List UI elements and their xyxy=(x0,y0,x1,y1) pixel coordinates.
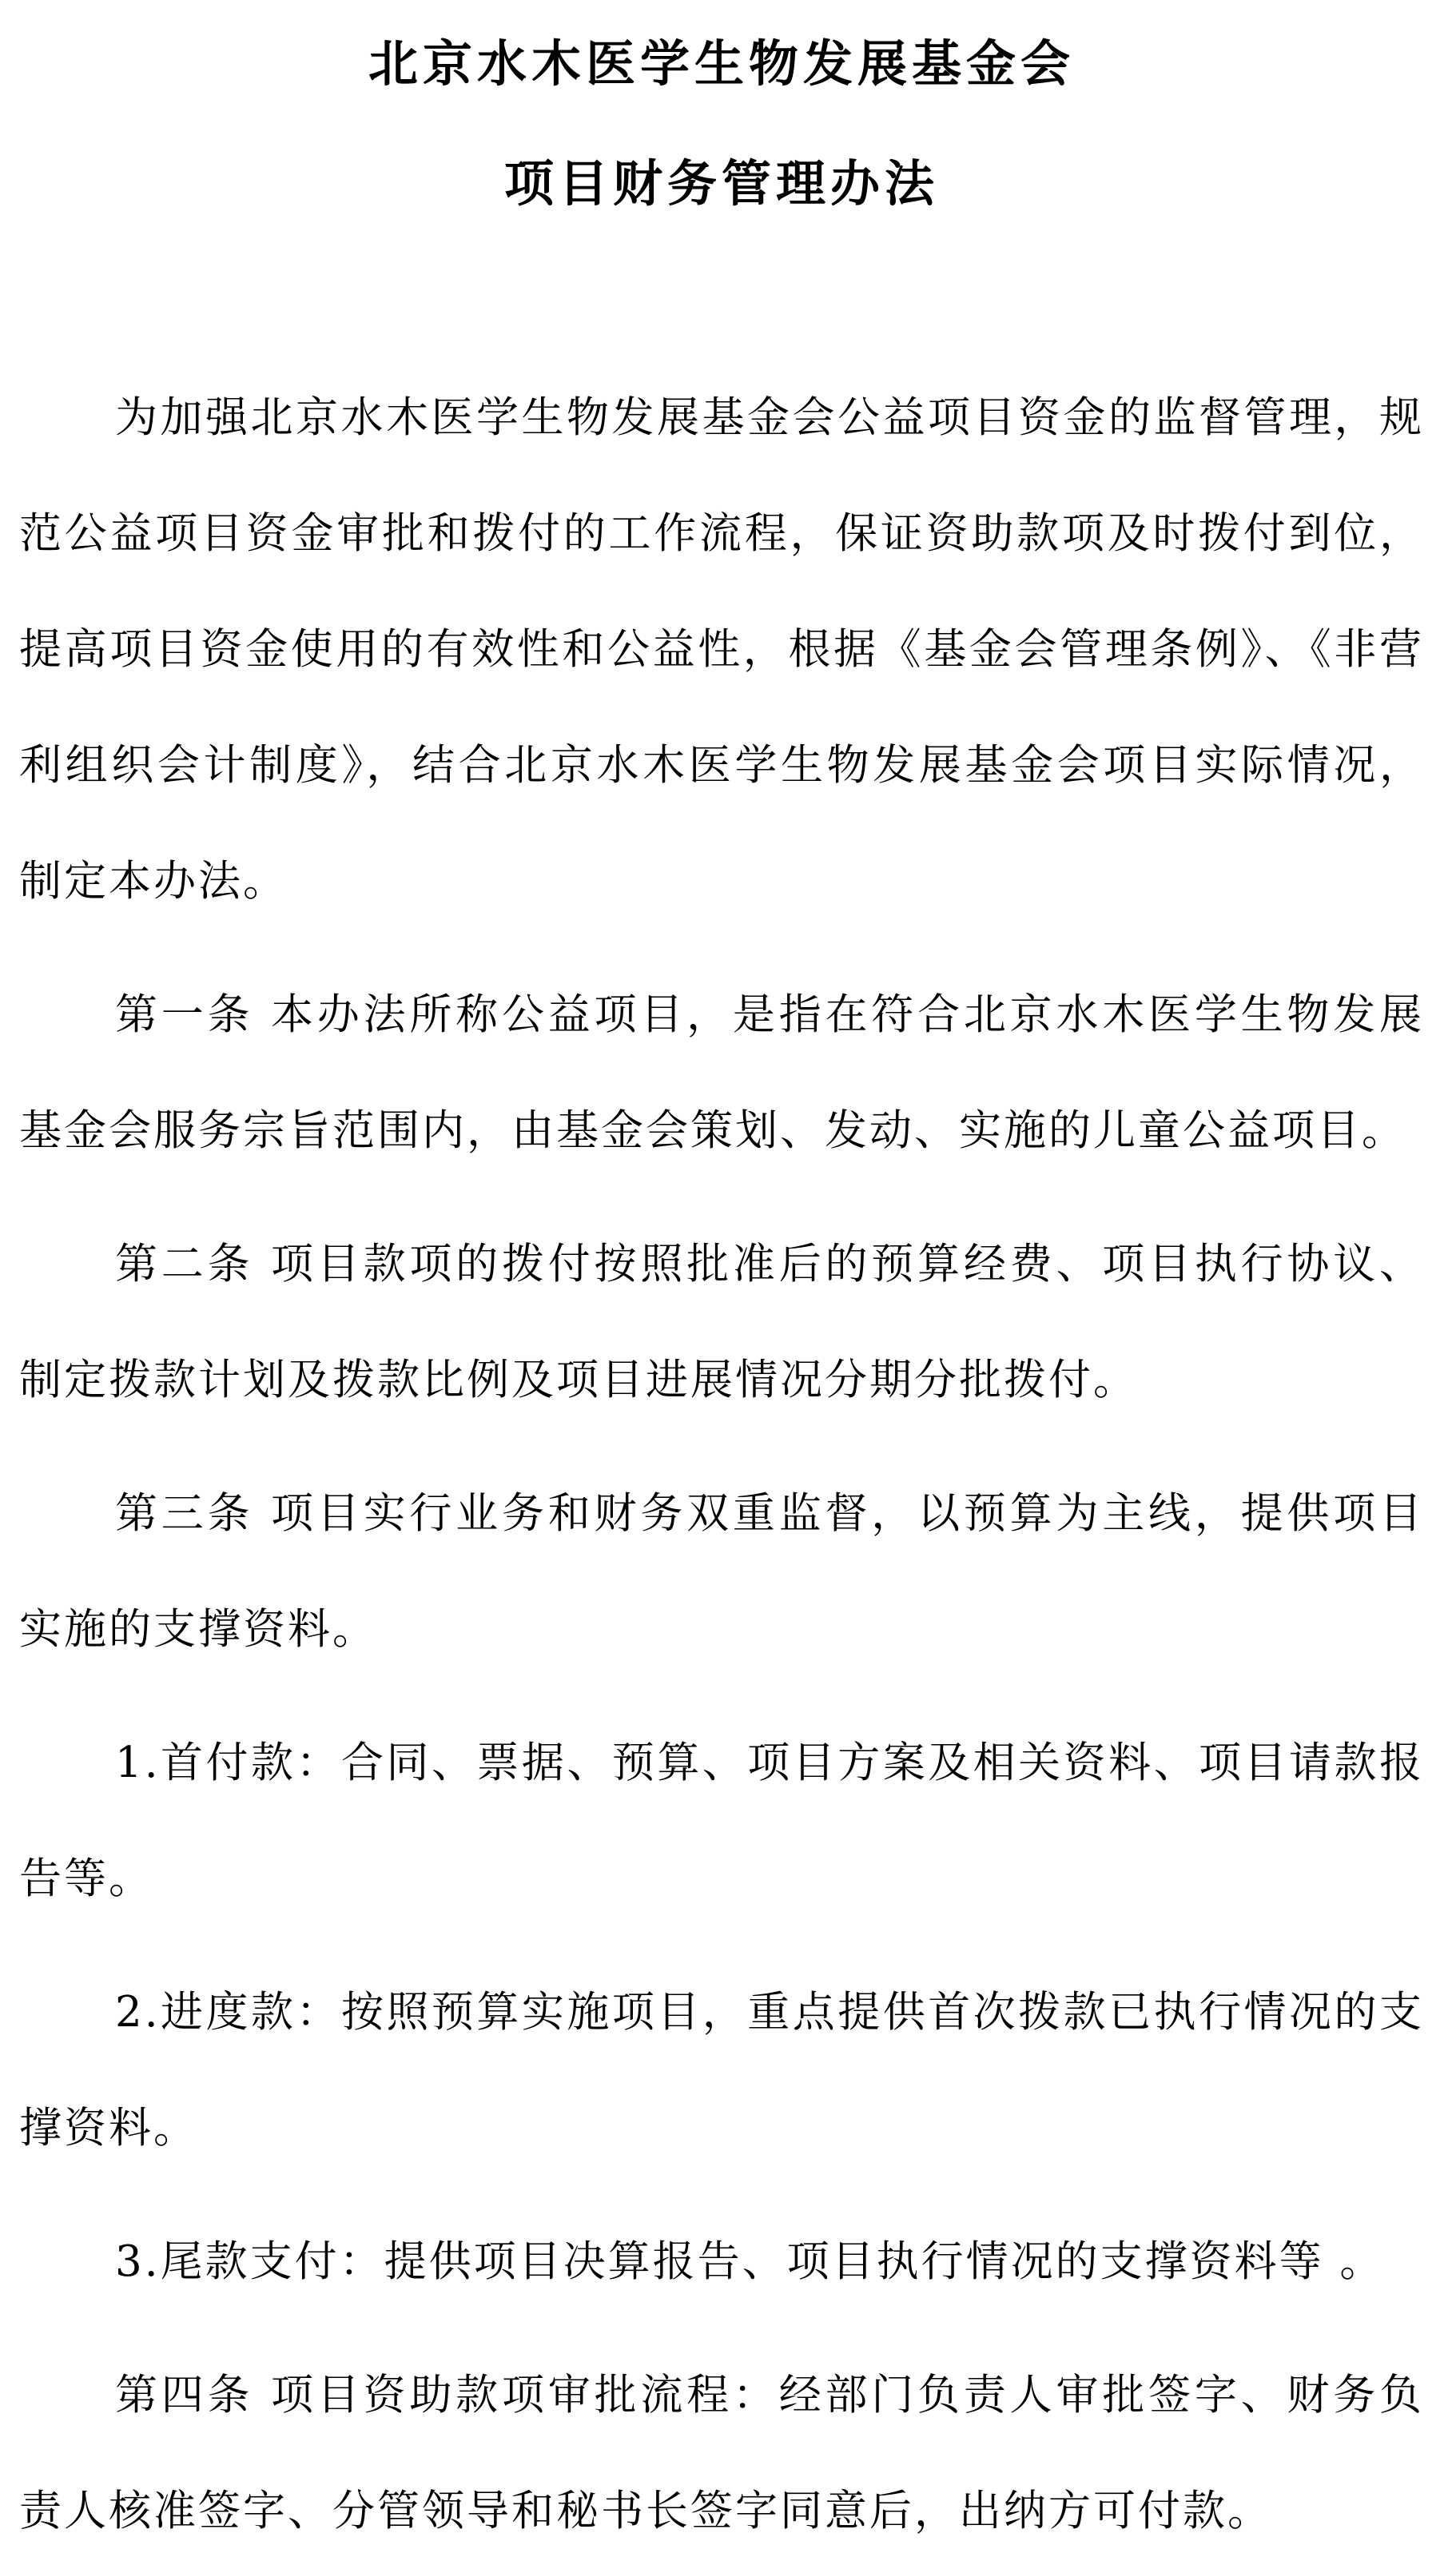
paragraph-preamble: 为加强北京水木医学生物发展基金会公益项目资金的监督管理，规范公益项目资金审批和拨付的工作流程，保证资助款项及时拨付到位，提高项目资金使用的有效性和公益性，根据《基金会管理条例》、《非营利组织会计制度》，结合北京水木医学生物发展基金会项目实际情况，制定本办法。 xyxy=(19,393,1424,906)
paragraph-item-1: 1.首付款：合同、票据、预算、项目方案及相关资料、项目请款报告等。 xyxy=(19,1739,1424,1903)
title-line-2: 项目财务管理办法 xyxy=(503,154,939,213)
paragraph-article-4: 第四条 项目资助款项审批流程：经部门负责人审批签字、财务负责人核准签字、分管领导和秘书长签字同意后，出纳方可付款。 xyxy=(19,2371,1424,2535)
paragraph-article-3: 第三条 项目实行业务和财务双重监督，以预算为主线，提供项目实施的支撑资料。 xyxy=(19,1489,1424,1654)
paragraph-item-2: 2.进度款：按照预算实施项目，重点提供首次拨款已执行情况的支撑资料。 xyxy=(19,1988,1424,2153)
document-title xyxy=(19,24,1424,224)
paragraph-article-2: 第二条 项目款项的拨付按照批准后的预算经费、项目执行协议、制定拨款计划及拨款比例及项目进展情况分期分批拨付。 xyxy=(19,1240,1424,1404)
title-line-1: 北京水木医学生物发展基金会 xyxy=(368,34,1075,93)
paragraph-article-1: 第一条 本办法所称公益项目，是指在符合北京水木医学生物发展基金会服务宗旨范围内，由基金会策划、发动、实施的儿童公益项目。 xyxy=(19,990,1424,1155)
document-body xyxy=(19,360,1424,2569)
paragraph-item-3: 3.尾款支付：提供项目决算报告、项目执行情况的支撑资料等 。 xyxy=(115,2237,1385,2286)
